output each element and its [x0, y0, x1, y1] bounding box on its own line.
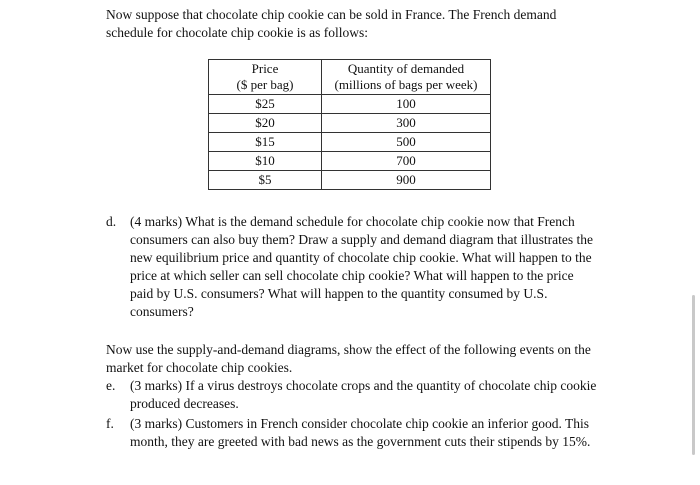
- vertical-scrollbar[interactable]: [692, 295, 695, 455]
- table-row: [209, 114, 491, 133]
- demand-schedule-table: [208, 59, 491, 190]
- price-header-line-2: ($ per bag): [236, 77, 294, 92]
- price-header-line-1: Price: [251, 61, 279, 76]
- quantity-cell: 900: [322, 171, 491, 190]
- quantity-header-line-2: (millions of bags per week): [334, 77, 478, 92]
- price-cell: $20: [209, 114, 322, 133]
- question-d-text: (4 marks) What is the demand schedule for chocolate chip cookie now that French consumers can also buy them? Draw a supply and demand diagram that illustrates the new equilibrium price and quantity of chocolate chip cookie. What will happen to the price at which seller can sell chocolate chip cookie? What will happen to the price paid by U.S. consumers? What will happen to the quantity consumed by U.S. consumers?: [130, 214, 593, 319]
- table-row: [209, 133, 491, 152]
- table-row: [209, 95, 491, 114]
- price-column-header: [209, 60, 322, 95]
- quantity-cell: 700: [322, 152, 491, 171]
- question-e-label: e.: [106, 378, 116, 393]
- quantity-column-header: [322, 60, 491, 95]
- quantity-cell: 500: [322, 133, 491, 152]
- table-header-row: [209, 60, 491, 95]
- question-e-text: (3 marks) If a virus destroys chocolate crops and the quantity of chocolate chip cookie produced decreases.: [130, 378, 597, 411]
- price-cell: $10: [209, 152, 322, 171]
- question-f-label: f.: [106, 416, 114, 431]
- question-f-text: (3 marks) Customers in French consider chocolate chip cookie an inferior good. This month, they are greeted with bad news as the government cuts their stipends by 15%.: [130, 416, 591, 449]
- question-d-label: d.: [106, 214, 117, 229]
- quantity-header-line-1: Quantity of demanded: [347, 61, 465, 76]
- events-paragraph: Now use the supply-and-demand diagrams, show the effect of the following events on the market for chocolate chip cookies.: [106, 342, 591, 375]
- quantity-cell: 100: [322, 95, 491, 114]
- price-cell: $5: [209, 171, 322, 190]
- table-row: [209, 171, 491, 190]
- price-cell: $25: [209, 95, 322, 114]
- price-cell: $15: [209, 133, 322, 152]
- intro-paragraph: Now suppose that chocolate chip cookie can be sold in France. The French demand schedule for chocolate chip cookie is as follows:: [106, 7, 557, 40]
- table-row: [209, 152, 491, 171]
- quantity-cell: 300: [322, 114, 491, 133]
